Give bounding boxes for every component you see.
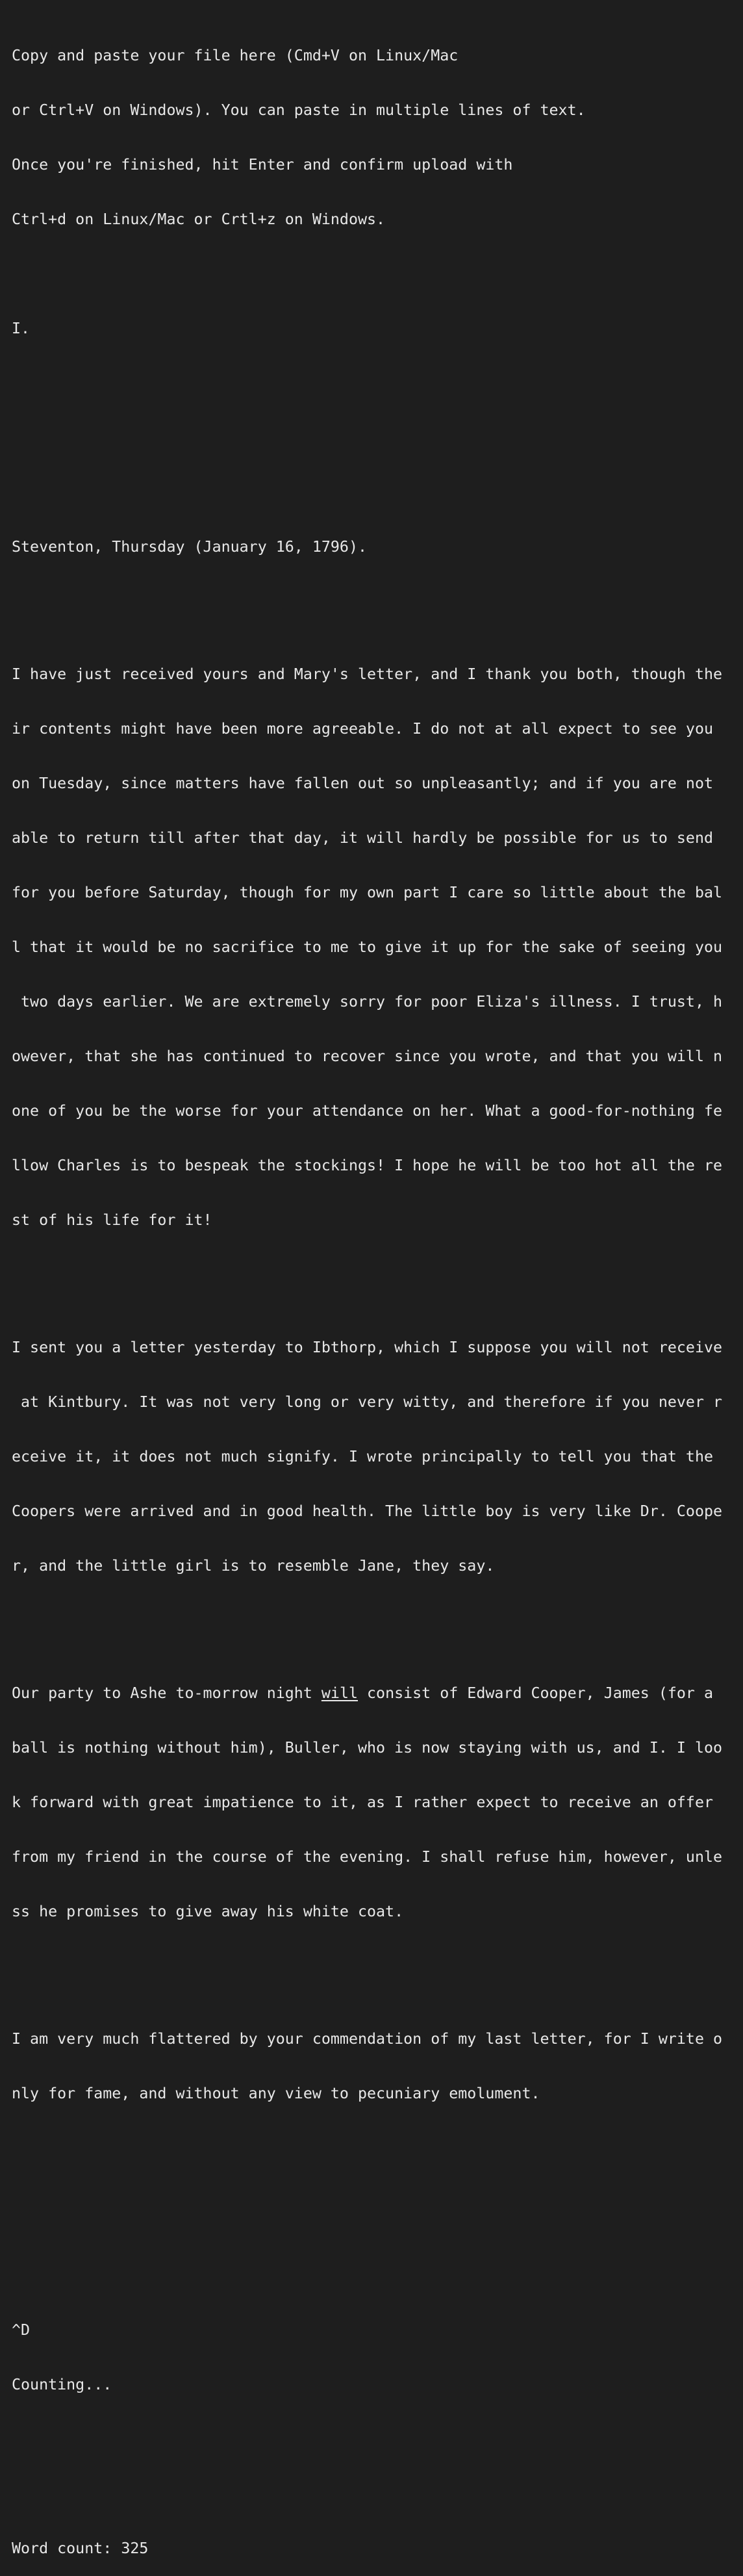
- paragraph-line: Coopers were arrived and in good health. The little boy is very like Dr. Coope: [12, 1502, 723, 1520]
- paragraph-line: for you before Saturday, though for my own part I care so little about the bal: [12, 884, 723, 901]
- blank-line: [12, 2485, 739, 2503]
- paragraph-line: r, and the little girl is to resemble Jane, they say.: [12, 1557, 495, 1575]
- blank-line: [12, 2430, 739, 2449]
- heading-line: I.: [12, 320, 31, 337]
- blank-line: [12, 1266, 739, 1284]
- intro-line: or Ctrl+V on Windows). You can paste in multiple lines of text.: [12, 101, 586, 119]
- paragraph-line: owever, that she has continued to recover since you wrote, and that you will n: [12, 1048, 723, 1065]
- intro-line: Once you're finished, hit Enter and confirm upload with: [12, 156, 513, 174]
- paragraph-line: l that it would be no sacrifice to me to give it up for the sake of seeing you: [12, 938, 723, 956]
- underlined-word: will: [321, 1684, 358, 1702]
- paragraph-line: [12, 1684, 739, 1703]
- terminal-output: [12, 10, 739, 2576]
- paragraph-line: ir contents might have been more agreeable. I do not at all expect to see you: [12, 720, 713, 738]
- paragraph-line: nly for fame, and without any view to pecuniary emolument.: [12, 2085, 540, 2102]
- paragraph-line: llow Charles is to bespeak the stockings! I hope he will be too hot all the re: [12, 1157, 723, 1174]
- eof-marker: ^D: [12, 2321, 31, 2339]
- blank-line: [12, 1957, 739, 1976]
- word-count-label: Word count:: [12, 2540, 121, 2557]
- blank-line: [12, 1612, 739, 1630]
- blank-line: [12, 429, 739, 447]
- paragraph-line: I sent you a letter yesterday to Ibthorp, which I suppose you will not receive: [12, 1339, 723, 1356]
- paragraph-line: able to return till after that day, it will hardly be possible for us to send: [12, 829, 713, 847]
- paragraph-text: Our party to Ashe to-morrow night: [12, 1684, 321, 1702]
- blank-line: [12, 593, 739, 611]
- paragraph-line: k forward with great impatience to it, as I rather expect to receive an offer: [12, 1794, 713, 1811]
- paragraph-text: consist of Edward Cooper, James (for a: [358, 1684, 714, 1702]
- intro-line: Copy and paste your file here (Cmd+V on Linux/Mac: [12, 47, 459, 64]
- paragraph-line: from my friend in the course of the evening. I shall refuse him, however, unle: [12, 1848, 723, 1866]
- paragraph-line: st of his life for it!: [12, 1211, 212, 1229]
- blank-line: [12, 2194, 739, 2212]
- word-count-value: 325: [121, 2540, 149, 2557]
- blank-line: [12, 374, 739, 393]
- paragraph-line: ball is nothing without him), Buller, who is now staying with us, and I. I loo: [12, 1739, 723, 1757]
- intro-line: Ctrl+d on Linux/Mac or Crtl+z on Windows.: [12, 211, 386, 228]
- blank-line: [12, 2139, 739, 2157]
- word-count-line: [12, 2540, 739, 2558]
- blank-line: [12, 2248, 739, 2267]
- paragraph-line: on Tuesday, since matters have fallen out so unpleasantly; and if you are not: [12, 775, 713, 792]
- paragraph-line: I am very much flattered by your commendation of my last letter, for I write o: [12, 2030, 723, 2048]
- paragraph-line: one of you be the worse for your attendance on her. What a good-for-nothing fe: [12, 1102, 723, 1120]
- paragraph-line: at Kintbury. It was not very long or very witty, and therefore if you never r: [12, 1393, 723, 1411]
- dateline: Steventon, Thursday (January 16, 1796).: [12, 538, 368, 556]
- paragraph-line: I have just received yours and Mary's letter, and I thank you both, though the: [12, 665, 723, 683]
- paragraph-line: two days earlier. We are extremely sorry for poor Eliza's illness. I trust, h: [12, 993, 723, 1011]
- paragraph-line: eceive it, it does not much signify. I wrote principally to tell you that the: [12, 1448, 713, 1465]
- blank-line: [12, 483, 739, 502]
- status-text: Counting...: [12, 2376, 112, 2393]
- blank-line: [12, 265, 739, 283]
- paragraph-line: ss he promises to give away his white coat.: [12, 1903, 404, 1920]
